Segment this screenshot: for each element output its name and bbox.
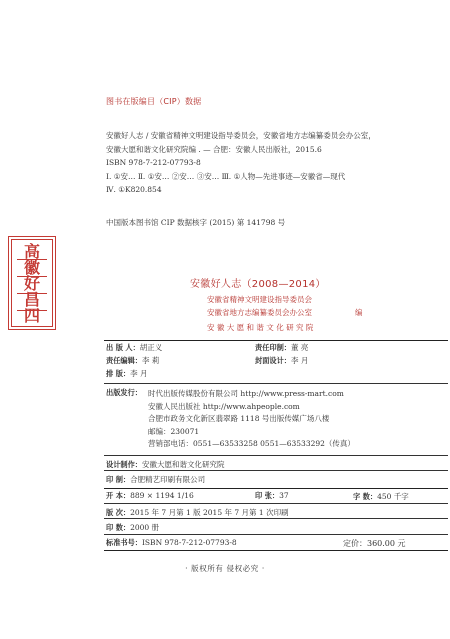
publisher-label: 出 版 人：	[106, 343, 140, 352]
cip-core-number: 中国版本图书馆 CIP 数据核字 (2015) 第 141798 号	[106, 218, 286, 227]
words-value: 450 千字	[377, 492, 409, 501]
isbn-row	[106, 538, 237, 548]
publisher-row	[106, 342, 162, 353]
design-row	[106, 459, 224, 470]
cip-line: Ⅳ. ①K820.854	[106, 185, 162, 194]
format-label: 开 本：	[106, 491, 131, 500]
format-value: 889 × 1194 1/16	[130, 491, 194, 500]
editor-row	[106, 355, 159, 366]
cip-heading: 图书在版编目（CIP）数据	[106, 97, 202, 106]
distribution-line: 合肥市政务文化新区翡翠路 1118 号出版传媒广场八楼	[148, 414, 330, 424]
author-role: 编	[355, 308, 363, 317]
distribution-line: 邮编：230071	[148, 426, 200, 436]
isbn-value: ISBN 978-7-212-07793-8	[141, 538, 237, 547]
sheets-label: 印 张：	[255, 491, 280, 500]
words-row	[353, 491, 409, 502]
printer-label: 印 制：	[106, 475, 131, 484]
copies-row	[106, 522, 159, 533]
divider-rule	[104, 340, 448, 341]
divider-rule	[104, 383, 448, 384]
copyright-notice: · 版权所有 侵权必究 ·	[185, 564, 265, 573]
divider-rule	[104, 518, 448, 519]
author-line: 安 徽 大 愿 和 谐 文 化 研 究 院	[207, 323, 314, 332]
author-line: 安徽省精神文明建设指导委员会	[207, 295, 312, 304]
divider-rule	[104, 534, 448, 535]
distribution-line: 时代出版传媒股份有限公司 http://www.press-mart.com	[148, 389, 344, 398]
printer-row	[106, 474, 205, 485]
distribution-line: 安徽人民出版社 http://www.ahpeople.com	[148, 401, 300, 411]
cip-record	[106, 129, 376, 197]
print-editor-row	[255, 342, 308, 353]
red-seal-stamp	[8, 236, 56, 330]
sheets-row	[255, 491, 289, 501]
layout-row	[106, 368, 147, 379]
cip-line: 安徽大愿和谐文化研究院编 . — 合肥：安徽人民出版社，2015.6	[106, 144, 322, 154]
divider-rule	[104, 470, 448, 471]
layout-label: 排 版：	[106, 369, 131, 378]
seal-char: 徽	[23, 258, 40, 277]
divider-rule	[104, 550, 448, 551]
words-label: 字 数：	[353, 492, 378, 501]
editor-label: 责任编辑：	[106, 356, 142, 365]
seal-char: 昌	[23, 290, 40, 309]
edition-row	[106, 507, 289, 518]
layout-value: 李 月	[130, 369, 148, 378]
cip-line: ISBN 978-7-212-07793-8	[106, 158, 201, 167]
author-line: 安徽省地方志编纂委员会办公室	[207, 308, 312, 317]
divider-rule	[104, 503, 448, 504]
cover-design-row	[255, 355, 308, 366]
design-label: 设计制作：	[106, 460, 142, 469]
seal-characters	[17, 242, 47, 325]
cip-line: Ⅰ. ①安… Ⅱ. ①安… ②安… ③安… Ⅲ. ①人物—先进事迹—安徽省—现代	[106, 171, 346, 181]
distribution-block	[148, 388, 355, 451]
book-title: 安徽好人志（2008—2014）	[190, 279, 326, 290]
format-row	[106, 491, 194, 501]
seal-char: 四	[23, 306, 40, 325]
seal-char: 好	[23, 274, 40, 293]
price: 定价：360.00 元	[343, 539, 406, 548]
editor-value: 李 莉	[141, 356, 160, 365]
design-value: 安徽大愿和谐文化研究院	[141, 460, 225, 469]
sheets-value: 37	[279, 491, 289, 500]
cover-design-label: 封面设计：	[255, 356, 291, 365]
printer-value: 合肥精艺印刷有限公司	[130, 475, 206, 484]
divider-rule	[104, 455, 448, 456]
seal-char: 高	[23, 242, 40, 261]
publisher-value: 胡正义	[139, 343, 163, 352]
edition-value: 2015 年 7 月第 1 版 2015 年 7 月第 1 次印刷	[130, 508, 289, 517]
cover-design-value: 李 月	[290, 356, 309, 365]
print-editor-label: 责任印制：	[255, 343, 291, 352]
copies-label: 印 数：	[106, 523, 131, 532]
cip-line: 安徽好人志 / 安徽省精神文明建设指导委员会，安徽省地方志编纂委员会办公室，	[106, 131, 376, 140]
edition-label: 版 次：	[106, 508, 131, 517]
isbn-label: 标准书号：	[106, 538, 142, 547]
divider-rule	[104, 488, 448, 489]
distribution-line: 营销部电话：0551—63533258 0551—63533292（传真）	[148, 439, 355, 449]
distribution-label: 出版发行：	[106, 388, 142, 397]
copies-value: 2000 册	[130, 523, 160, 532]
print-editor-value: 董 亮	[290, 343, 309, 352]
